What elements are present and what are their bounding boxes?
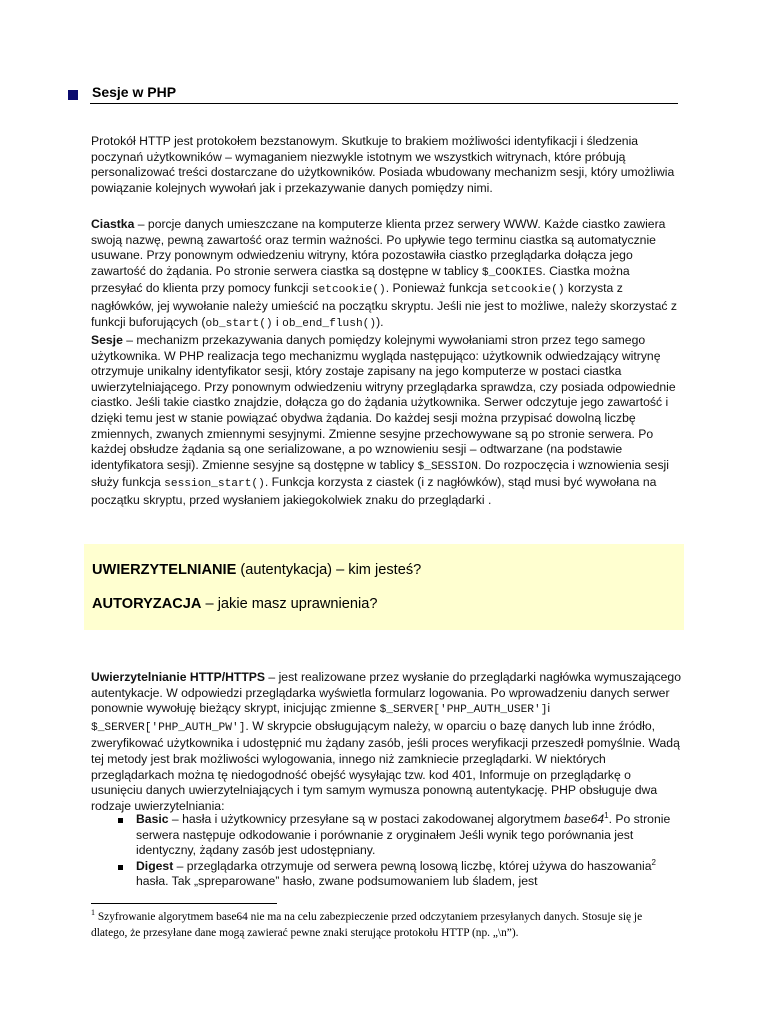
cookies-code-1: $_COOKIES [481,266,543,279]
heading-underline [90,103,678,104]
digest-text-2: hasła. Tak „spreparowane” hasło, zwane podsumowaniem lub śladem, jest [136,874,538,889]
basic-italic: base64 [564,812,605,826]
basic-term: Basic [136,812,169,826]
authorization-rest: – jakie masz uprawnienia? [201,596,378,612]
cookies-code-5: ob_end_flush() [282,317,377,330]
http-auth-text-3: . W skrypcie obsługującym należy, w oparciu o bazę danych lub inne źródło, zweryfikować użytkownika i udostępnić mu żądany zasób, jeśli proces weryfikacji przeszedł pomyślnie. Wadą tej metody jest brak możliwości wylogowania, innego niż zamkniecie przeglądarki. W niektórych przeglądarkach można tę niedogodność obejść wysyłając tzw. kod 401, Informuje on przeglądarkę o usunięciu danych uwierzytelniających i tym samym wymusza ponowną autentykację. PHP obsługuje dwa rodzaje uwierzytelniania: [91,718,680,813]
cookies-text-4: korzysta z nagłówków, jej wywołanie należy umieścić na początku skryptu. Jeśli nie jest to możliwe, należy skorzystać z funkcji buforujących ( [91,281,677,329]
footnote-separator [91,903,277,904]
http-auth-paragraph [91,670,681,814]
sessions-code-2: session_start() [164,478,265,491]
basic-footnote-ref: 1 [604,810,609,820]
cookies-code-3: setcookie() [490,284,565,297]
cookies-text-1: – porcje danych umieszczane na komputerze klienta przez serwery WWW. Każde ciastko zawiera swoją nazwę, pewną zawartość oraz termin ważności. Po upływie tego terminu ciastka są automatycznie usuwane. Przy ponownym odwiedzeniu witryny, która pozostawiła ciastko przeglądarka dołącza jego zawartość do żądania. Po stronie serwera ciastka są dostępne w tablicy [91,217,666,278]
cookies-text-6: ). [376,314,384,329]
http-auth-code-2: $_SERVER['PHP_AUTH_PW'] [91,721,246,734]
footnote-text: Szyfrowanie algorytmem base64 nie ma na celu zabezpieczenie przed odczytaniem przesyłanych danych. Stosuje się je dlatego, że przesyłane dane mogą zawierać pewne znaki sterujące protokołu HTTP (np. „\n”). [91,911,643,939]
authentication-definition [92,562,421,578]
basic-text-2: . Po stronie serwera następuje odkodowanie i porównanie z oryginałem Jeśli wynik tego porównania jest identyczny, żądany zasób jest udostępniany. [136,812,671,858]
http-auth-text-2: i [547,701,551,716]
authorization-term: AUTORYZACJA [92,596,202,612]
http-auth-code-1: $_SERVER['PHP_AUTH_USER'] [379,704,548,717]
basic-text-1: – hasła i użytkownicy przesyłane są w postaci zakodowanej algorytmem [168,812,565,826]
digest-text-1: – przeglądarka otrzymuje od serwera pewną losową liczbę, której używa do haszowania [173,858,652,873]
authentication-rest: (autentykacja) – kim jesteś? [236,562,422,578]
cookies-text-2: . Ciastka można przesyłać do klienta przy pomocy funkcji [91,263,630,296]
intro-paragraph: Protokół HTTP jest protokołem bezstanowym. Skutkuje to brakiem możliwości identyfikacji i śledzenia poczynań użytkowników – wymaganiem niezwykle istotnym we wszystkich witrynach, które próbują personalizować treści dostarczane do użytkowników. Posiada wbudowany mechanizm sesji, który umożliwia powiązanie kolejnych wywołań jak i przekazywanie danych pomiędzy nimi. [91,134,675,195]
cookies-code-4: ob_start() [205,317,273,330]
definitions-box [84,544,684,630]
bullet-square-icon [118,818,123,823]
cookies-text-3: . Ponieważ funkcja [385,281,491,296]
sessions-text-1: – mechanizm przekazywania danych pomiędzy kolejnymi wywołaniami stron przez tego samego użytkownika. W PHP realizacja tego mechanizmu wygląda następująco: użytkownik odwiedzający witrynę otrzymuje unikalny identyfikator sesji, który zostaje zapisany na jego komputerze w postaci ciastka uwierzytelniającego. Przy ponownym odwiedzeniu witryny przeglądarka sprawdza, czy posiada odpowiednie ciastko. Jeśli takie ciastko znajdzie, dołącza go do żądania użytkownika. Serwer odczytuje jego zawartość i dzięki temu jest w stanie powiązać obydwa żądania. Do każdej sesji można przypisać dowolną liczbę zmiennych, zwanych zmiennymi sesyjnymi. Zmienne sesyjne przechowywane są po stronie serwera. Po każdej obsłudze żądania są one serializowane, a po wznowieniu sesji – odtwarzane (na podstawie identyfikatora sesji). Zmienne sesyjne są dostępne w tablicy [91,333,676,472]
sessions-text-2: . Do rozpoczęcia i wznowienia sesji służy funkcja [91,457,669,490]
http-auth-text-1: – jest realizowane przez wysłanie do przeglądarki nagłówka wymuszającego autentykacje. W odpowiedzi przeglądarka wyświetla formularz logowania. Po wprowadzeniu danych serwer ponownie wywołuję bieżący skrypt, inicjując zmienne [91,670,681,716]
sessions-text-3: . Funkcja korzysta z ciastek (i z nagłówków), stąd musi być wywołana na początku skryptu, przed wysłaniem jakiegokolwiek znaku do przeglądarki . [91,475,657,507]
http-auth-term: Uwierzytelnianie HTTP/HTTPS [91,670,266,684]
authorization-definition [92,596,378,612]
cookies-paragraph [91,217,681,332]
cookies-text-5: i [272,314,283,329]
sessions-paragraph [91,333,681,509]
cookies-code-2: setcookie() [311,284,386,297]
cookies-term: Ciastka [91,217,135,231]
list-item-basic [91,812,681,859]
section-heading [68,84,678,104]
bullet-square-icon [118,865,123,870]
footnote [91,909,681,941]
auth-types-list [91,812,681,890]
footnote-number: 1 [91,908,95,918]
sessions-code-1: $_SESSION [417,460,478,473]
heading-title: Sesje w PHP [92,84,177,100]
list-item-digest [91,859,681,890]
heading-bullet-square [68,90,78,100]
digest-footnote-ref: 2 [651,857,656,867]
sessions-term: Sesje [91,333,123,347]
digest-term: Digest [136,858,174,873]
authentication-term: UWIERZYTELNIANIE [92,562,237,578]
